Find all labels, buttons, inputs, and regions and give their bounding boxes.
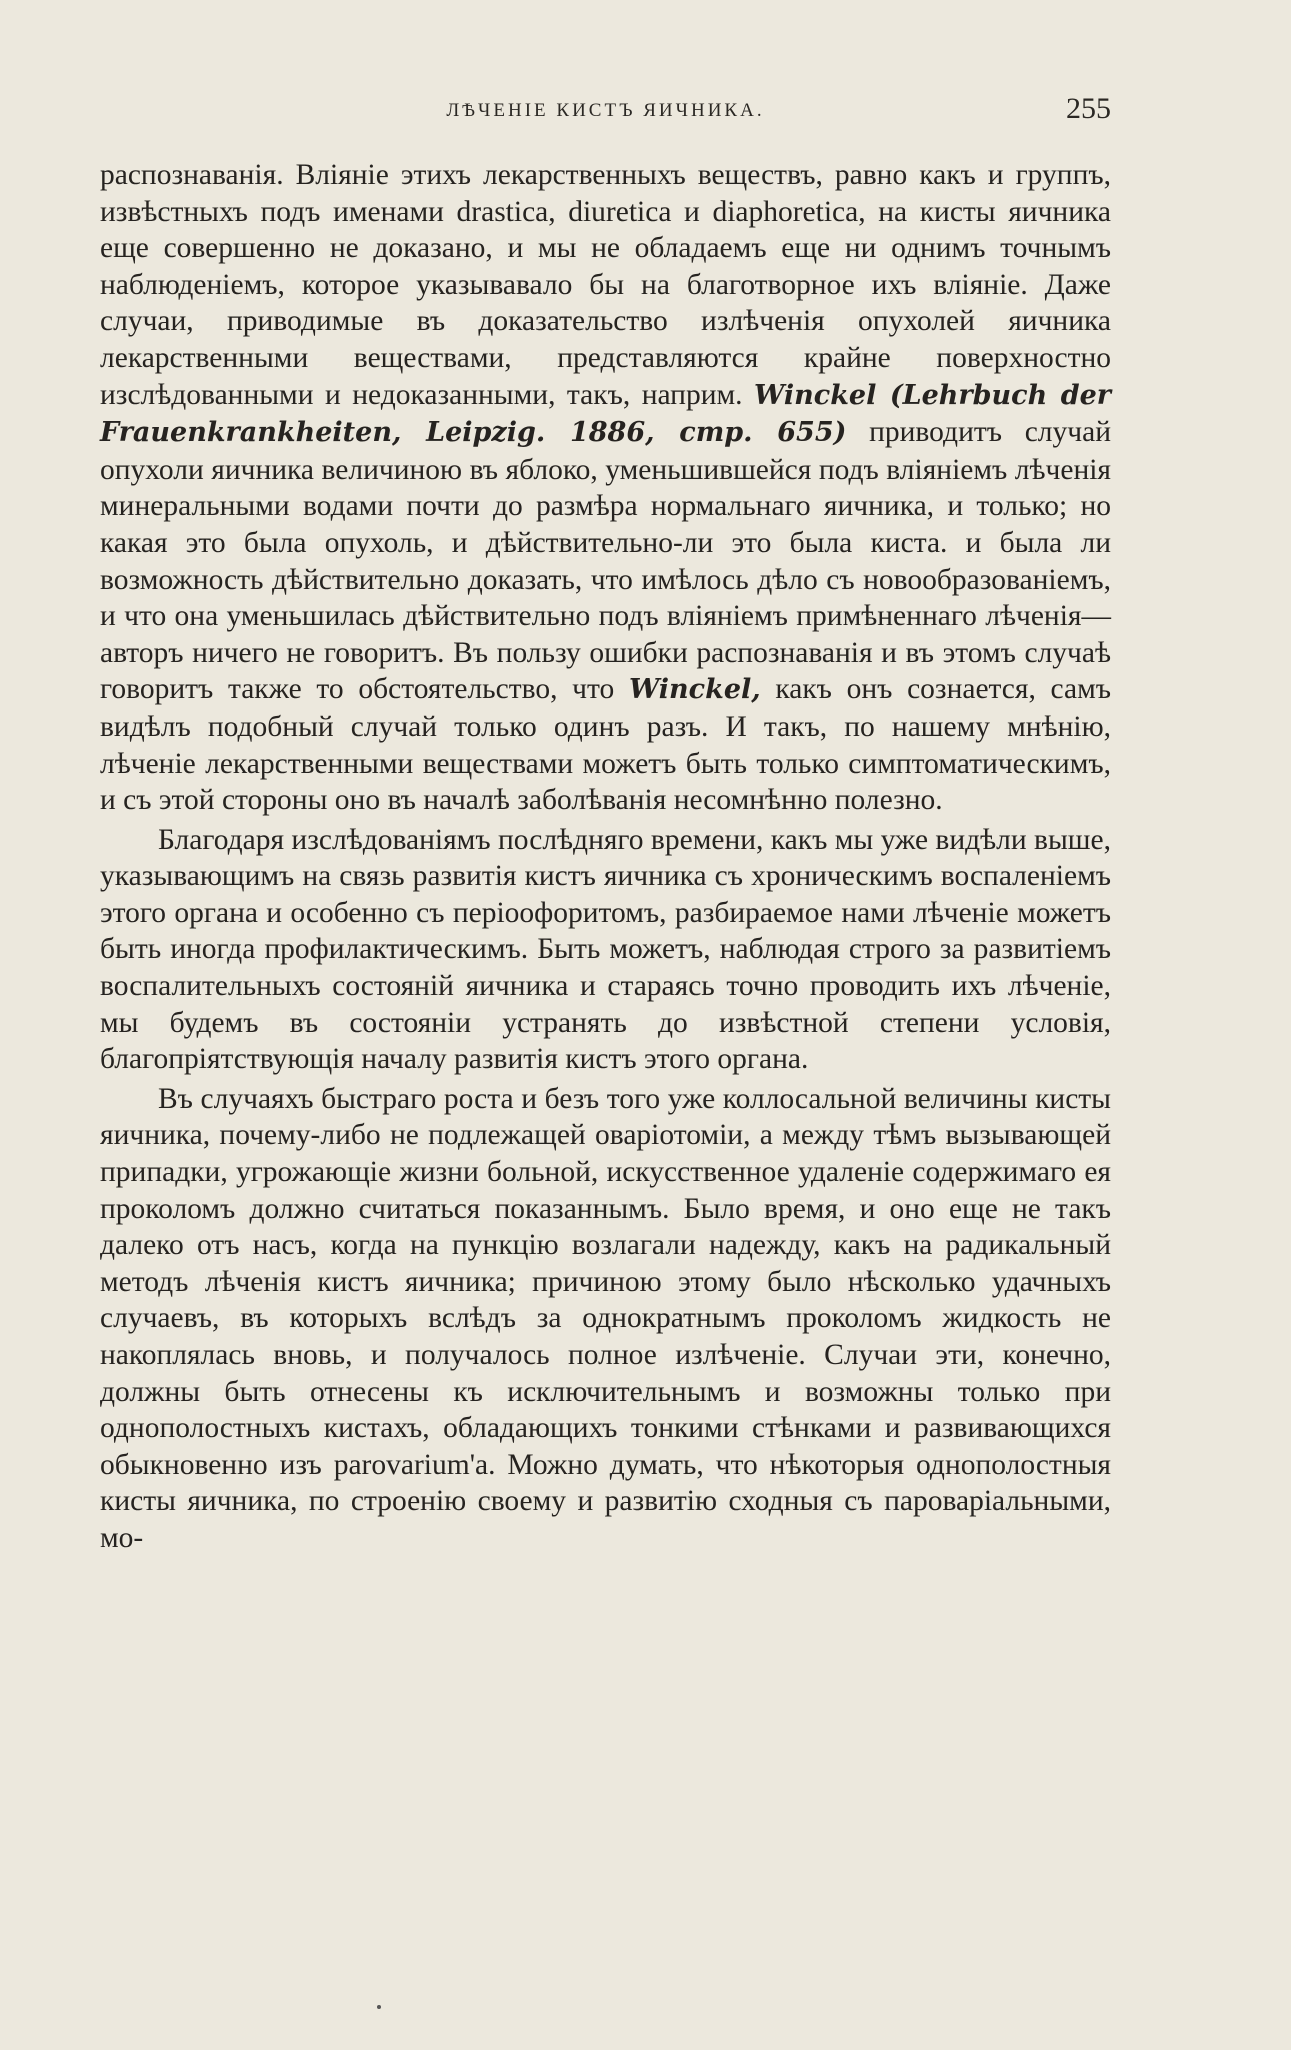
body-text	[100, 157, 1111, 1557]
paragraph-1-text-a: распознаванія. Вліяніе этихъ лекарственныхъ веществъ, равно какъ и группъ, извѣстныхъ подъ именами drastica, diuretica и diaphoretica, на кисты яичника еще совершенно не доказано, и мы не обладаемъ еще ни однимъ точнымъ наблюденіемъ, которое указывавало бы на благотворное ихъ вліяніе. Даже случаи, приводимые въ доказательство излѣченія опухолей яичника лекарственными веществами, представляются крайне поверхностно изслѣдованными и недоказанными, такъ, наприм.	[100, 159, 1111, 411]
page-speck	[377, 2005, 381, 2009]
page-header	[100, 92, 1111, 132]
paragraph-1-text-b: приводитъ случай опухоли яичника величиною въ яблоко, уменьшившейся подъ вліяніемъ лѣченія минеральными водами почти до размѣра нормальнаго яичника, и только; но какая это была опухоль, и дѣйствительно-ли это была киста. и была ли возможность дѣйствительно доказать, что имѣлось дѣло съ новообразованіемъ, и что она уменьшилась дѣйствительно подъ вліяніемъ примѣненнаго лѣченія—авторъ ничего не говоритъ. Въ пользу ошибки распознаванія и въ этомъ случаѣ говоритъ также то обстоятельство, что	[100, 416, 1111, 706]
paragraph-1-text-c: какъ онъ сознается, самъ видѣлъ подобный случай только одинъ разъ. И такъ, по нашему мнѣнію, лѣченіе лекарственными веществами можетъ быть только симптоматическимъ, и съ этой стороны оно въ началѣ заболѣванія несомнѣнно полезно.	[100, 673, 1111, 817]
citation-winckel: Winckel,	[628, 674, 761, 706]
citation-winckel-lehrbuch: Winckel (Lehrbuch der Frauenkrankheiten, Leipzig. 1886, стр. 655)	[100, 379, 1111, 449]
paragraph-1	[100, 157, 1111, 819]
paragraph-2: Благодаря изслѣдованіямъ послѣдняго времени, какъ мы уже видѣли выше, указывающимъ на связь развитія кистъ яичника съ хроническимъ воспаленіемъ этого органа и особенно съ періоофоритомъ, разбираемое нами лѣченіе можетъ быть иногда профилактическимъ. Быть можетъ, наблюдая строго за развитіемъ воспалительныхъ состояній яичника и стараясь точно проводить ихъ лѣченіе, мы будемъ въ состояніи устранять до извѣстной степени условія, благопріятствующія началу развитія кистъ этого органа.	[100, 823, 1111, 1076]
page-number: 255	[1066, 92, 1111, 125]
running-title: ЛѢЧЕНІЕ КИСТЪ ЯИЧНИКА.	[446, 100, 765, 121]
paragraph-3: Въ случаяхъ быстраго роста и безъ того уже коллосальной величины кисты яичника, почему-либо не подлежащей оваріотоміи, а между тѣмъ вызывающей припадки, угрожающіе жизни больной, искусственное удаленіе содержимаго ея проколомъ должно считаться показаннымъ. Было время, и оно еще не такъ далеко отъ насъ, когда на пункцію возлагали надежду, какъ на радикальный методъ лѣченія кистъ яичника; причиною этому было нѣсколько удачныхъ случаевъ, въ которыхъ вслѣдъ за однократнымъ проколомъ жидкость не накоплялась вновь, и получалось полное излѣченіе. Случаи эти, конечно, должны быть отнесены къ исключительнымъ и возможны только при однополостныхъ кистахъ, обладающихъ тонкими стѣнками и развивающихся обыкновенно изъ parovarium'а. Можно думать, что нѣкоторыя однополостныя кисты яичника, по строенію своему и развитію сходныя съ пароваріальными, мо-	[100, 1082, 1111, 1554]
